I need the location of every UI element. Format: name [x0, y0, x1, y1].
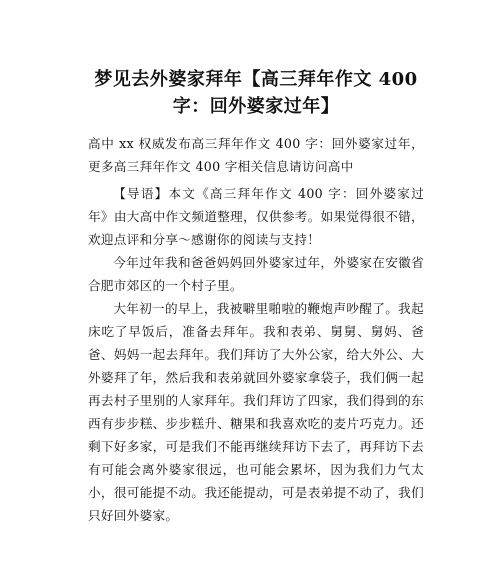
body-paragraph-2: 大年初一的早上，我被噼里啪啦的鞭炮声吵醒了。我起床吃了早饭后，准备去拜年。我和表弟、舅舅、舅妈、爸爸、妈妈一起去拜年。我们拜访了大外公家，给大外公、大外婆拜了年，然后我和表弟就回外婆家拿袋子，我们俩一起再去村子里别的人家拜年。我们拜访了四家，我们得到的东西有步步糕、步步糕升、糖果和我喜欢吃的麦片巧克力。还剩下好多家，可是我们不能再继续拜访下去了，再拜访下去有可能会离外婆家很远，也可能会累坏，因为我们力气太小，很可能提不动。我还能提动，可是表弟提不动了，我们只好回外婆家。: [88, 301, 424, 523]
document-title: [88, 0, 424, 120]
lead-paragraph: 【导语】本文《高三拜年作文 400 字：回外婆家过年》由大高中作文频道整理，仅供参考。如果觉得很不错，欢迎点评和分享～感谢你的阅读与支持！: [88, 186, 424, 247]
body-paragraph-1: 今年过年我和爸爸妈妈回外婆家过年，外婆家在安徽省合肥市郊区的一个村子里。: [88, 255, 424, 293]
document-body: [88, 132, 424, 527]
title-line-1: 梦见去外婆家拜年【高三拜年作文 400: [94, 69, 418, 90]
title-line-2: 字：回外婆家过年】: [172, 96, 340, 117]
intro-paragraph: 高中 xx 权威发布高三拜年作文 400 字：回外婆家过年，更多高三拜年作文 400 字相关信息请访问高中: [88, 136, 424, 174]
